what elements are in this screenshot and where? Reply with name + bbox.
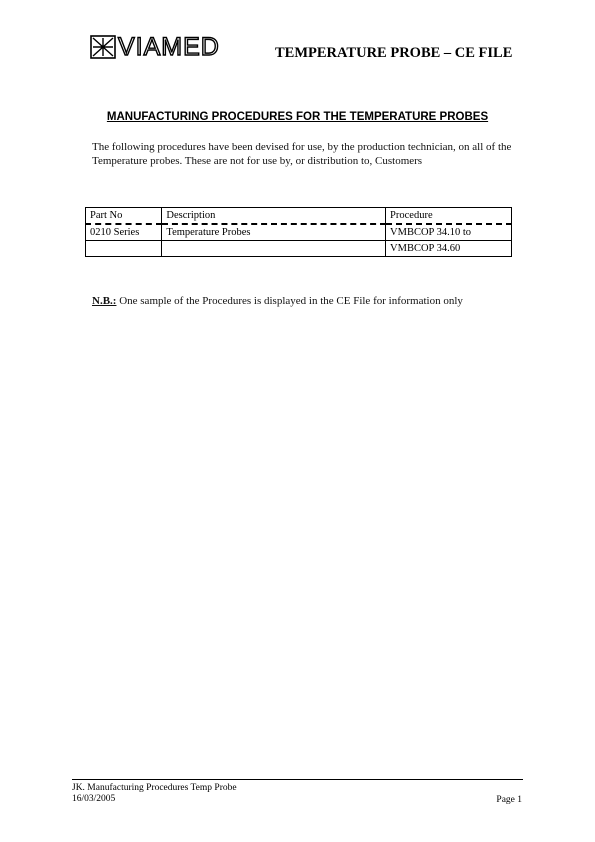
column-header-description: Description (162, 208, 386, 225)
table-header-row (86, 208, 512, 225)
page-number: Page 1 (496, 795, 522, 805)
note-label: N.B.: (92, 295, 117, 307)
intro-paragraph: The following procedures have been devised for use, by the production technician, on all of the Temperature probes. These are not for use by, or distribution to, Customers (92, 141, 512, 167)
table-cell (162, 241, 386, 257)
company-logo (90, 34, 220, 60)
document-header-title: TEMPERATURE PROBE – CE FILE (275, 45, 513, 61)
footer-date: 16/03/2005 (72, 794, 116, 804)
viamed-logo-icon (90, 35, 116, 59)
table-cell: VMBCOP 34.60 (386, 241, 512, 257)
procedures-table (85, 207, 512, 257)
table-row (86, 224, 512, 241)
table-cell (86, 241, 162, 257)
note (92, 295, 463, 307)
footer-divider (72, 779, 523, 780)
note-text: One sample of the Procedures is displayed in the CE File for information only (116, 295, 463, 307)
table-cell: 0210 Series (86, 224, 162, 241)
table-cell: VMBCOP 34.10 to (386, 224, 512, 241)
table-row (86, 241, 512, 257)
logo-text: VIAMED (118, 33, 220, 61)
page-title: MANUFACTURING PROCEDURES FOR THE TEMPERATURE PROBES (106, 111, 489, 123)
table-cell: Temperature Probes (162, 224, 386, 241)
column-header-procedure: Procedure (386, 208, 512, 225)
footer-info (72, 783, 237, 805)
footer-document-name: JK. Manufacturing Procedures Temp Probe (72, 783, 237, 793)
column-header-part-no: Part No (86, 208, 162, 225)
